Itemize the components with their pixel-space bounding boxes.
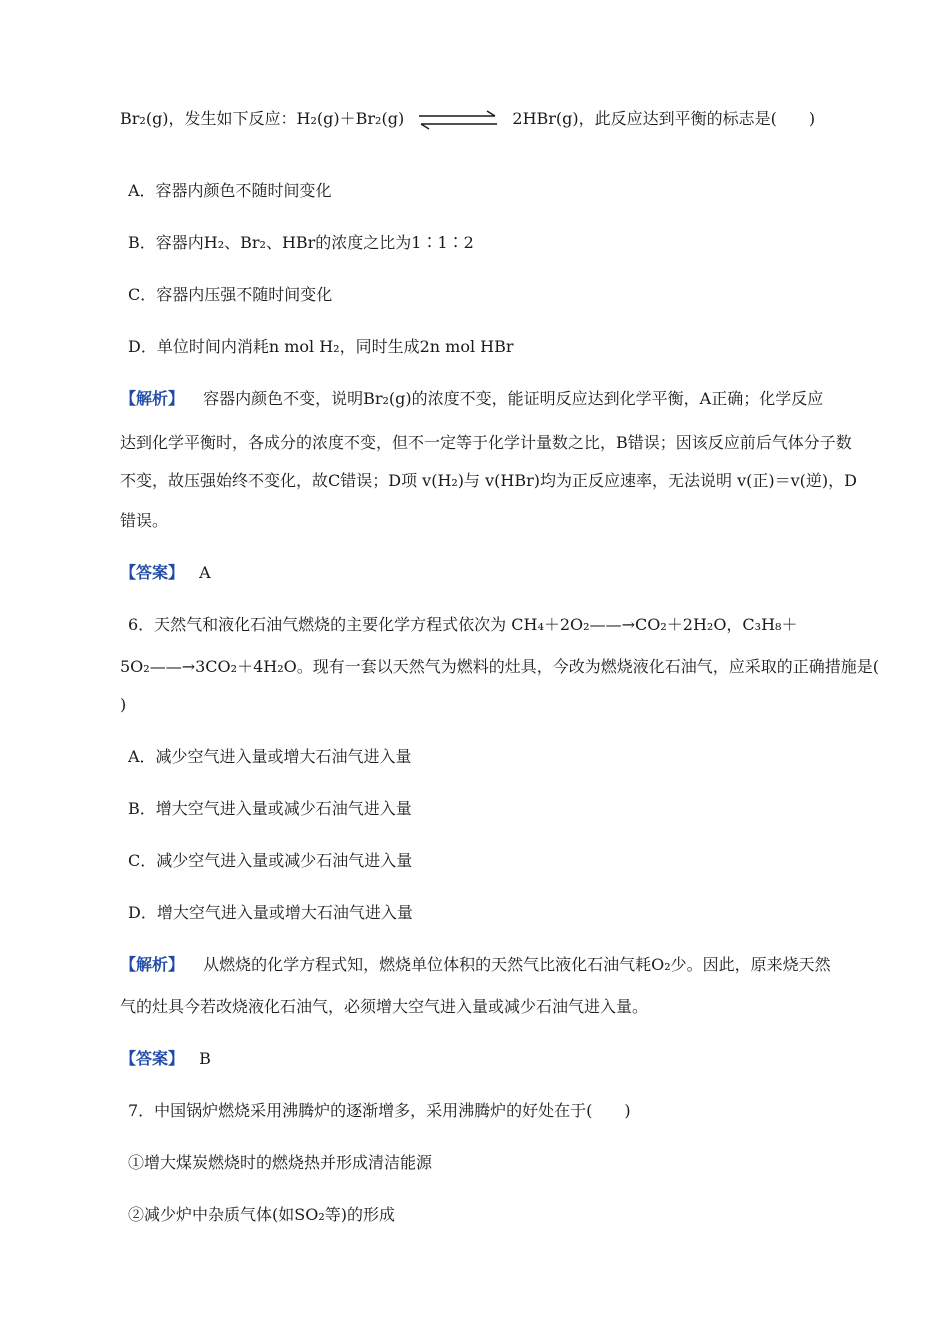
q5-analysis-text-1: 容器内颜色不变，说明Br₂(g)的浓度不变，能证明反应达到化学平衡，A正确；化学反应 xyxy=(203,389,824,408)
q5-stem-pre: Br₂(g)，发生如下反应：H₂(g)＋Br₂(g) xyxy=(120,109,405,128)
q5-option-b: B．容器内H₂、Br₂、HBr的浓度之比为1∶1∶2 xyxy=(128,233,474,252)
q7-stem: 7．中国锅炉燃烧采用沸腾炉的逐渐增多，采用沸腾炉的好处在于( ) xyxy=(128,1101,631,1120)
q6-option-b: B．增大空气进入量或减少石油气进入量 xyxy=(128,799,412,818)
q5-analysis-line-2: 达到化学平衡时，各成分的浓度不变，但不一定等于化学计量数之比，B错误；因该反应前后气体分子数 xyxy=(120,433,852,452)
q5-stem-post: 2HBr(g)，此反应达到平衡的标志是( ) xyxy=(512,109,816,128)
analysis-tag: 【解析】 xyxy=(120,389,185,408)
q6-stem-line-3: ) xyxy=(120,695,127,714)
q5-answer xyxy=(120,562,211,584)
q6-stem-line-1: 6．天然气和液化石油气燃烧的主要化学方程式依次为 CH₄＋2O₂——→CO₂＋2H₂O，C₃H₈＋ xyxy=(128,615,798,634)
q6-answer-value: B xyxy=(199,1049,211,1068)
q6-analysis-line-1 xyxy=(120,954,831,976)
answer-tag: 【答案】 xyxy=(120,1049,185,1068)
q6-analysis-line-2: 气的灶具今若改烧液化石油气，必须增大空气进入量或减少石油气进入量。 xyxy=(120,997,649,1016)
analysis-tag: 【解析】 xyxy=(120,955,185,974)
q6-stem-line-2: 5O₂——→3CO₂＋4H₂O。现有一套以天然气为燃料的灶具，今改为燃烧液化石油气，应采取的正确措施是( xyxy=(120,657,879,676)
q7-item-2: ②减少炉中杂质气体(如SO₂等)的形成 xyxy=(128,1205,395,1224)
q6-answer xyxy=(120,1048,211,1070)
q6-option-d: D．增大空气进入量或增大石油气进入量 xyxy=(128,903,413,922)
q5-option-a: A．容器内颜色不随时间变化 xyxy=(128,181,332,200)
q5-analysis-line-1 xyxy=(120,388,823,410)
answer-tag: 【答案】 xyxy=(120,563,185,582)
q7-item-1: ①增大煤炭燃烧时的燃烧热并形成清洁能源 xyxy=(128,1153,433,1172)
q5-analysis-line-3: 不变，故压强始终不变化，故C错误；D项 v(H₂)与 v(HBr)均为正反应速率，无法说明 v(正)＝v(逆)，D xyxy=(120,471,857,490)
equilibrium-arrow-icon xyxy=(415,109,501,131)
q5-analysis-line-4: 错误。 xyxy=(120,511,169,530)
q6-option-a: A．减少空气进入量或增大石油气进入量 xyxy=(128,747,412,766)
q5-stem xyxy=(120,108,815,131)
q6-analysis-text-1: 从燃烧的化学方程式知，燃烧单位体积的天然气比液化石油气耗O₂少。因此，原来烧天然 xyxy=(203,955,831,974)
q5-option-c: C．容器内压强不随时间变化 xyxy=(128,285,333,304)
q6-option-c: C．减少空气进入量或减少石油气进入量 xyxy=(128,851,413,870)
q5-answer-value: A xyxy=(199,563,211,582)
q5-option-d: D．单位时间内消耗n mol H₂，同时生成2n mol HBr xyxy=(128,337,514,356)
